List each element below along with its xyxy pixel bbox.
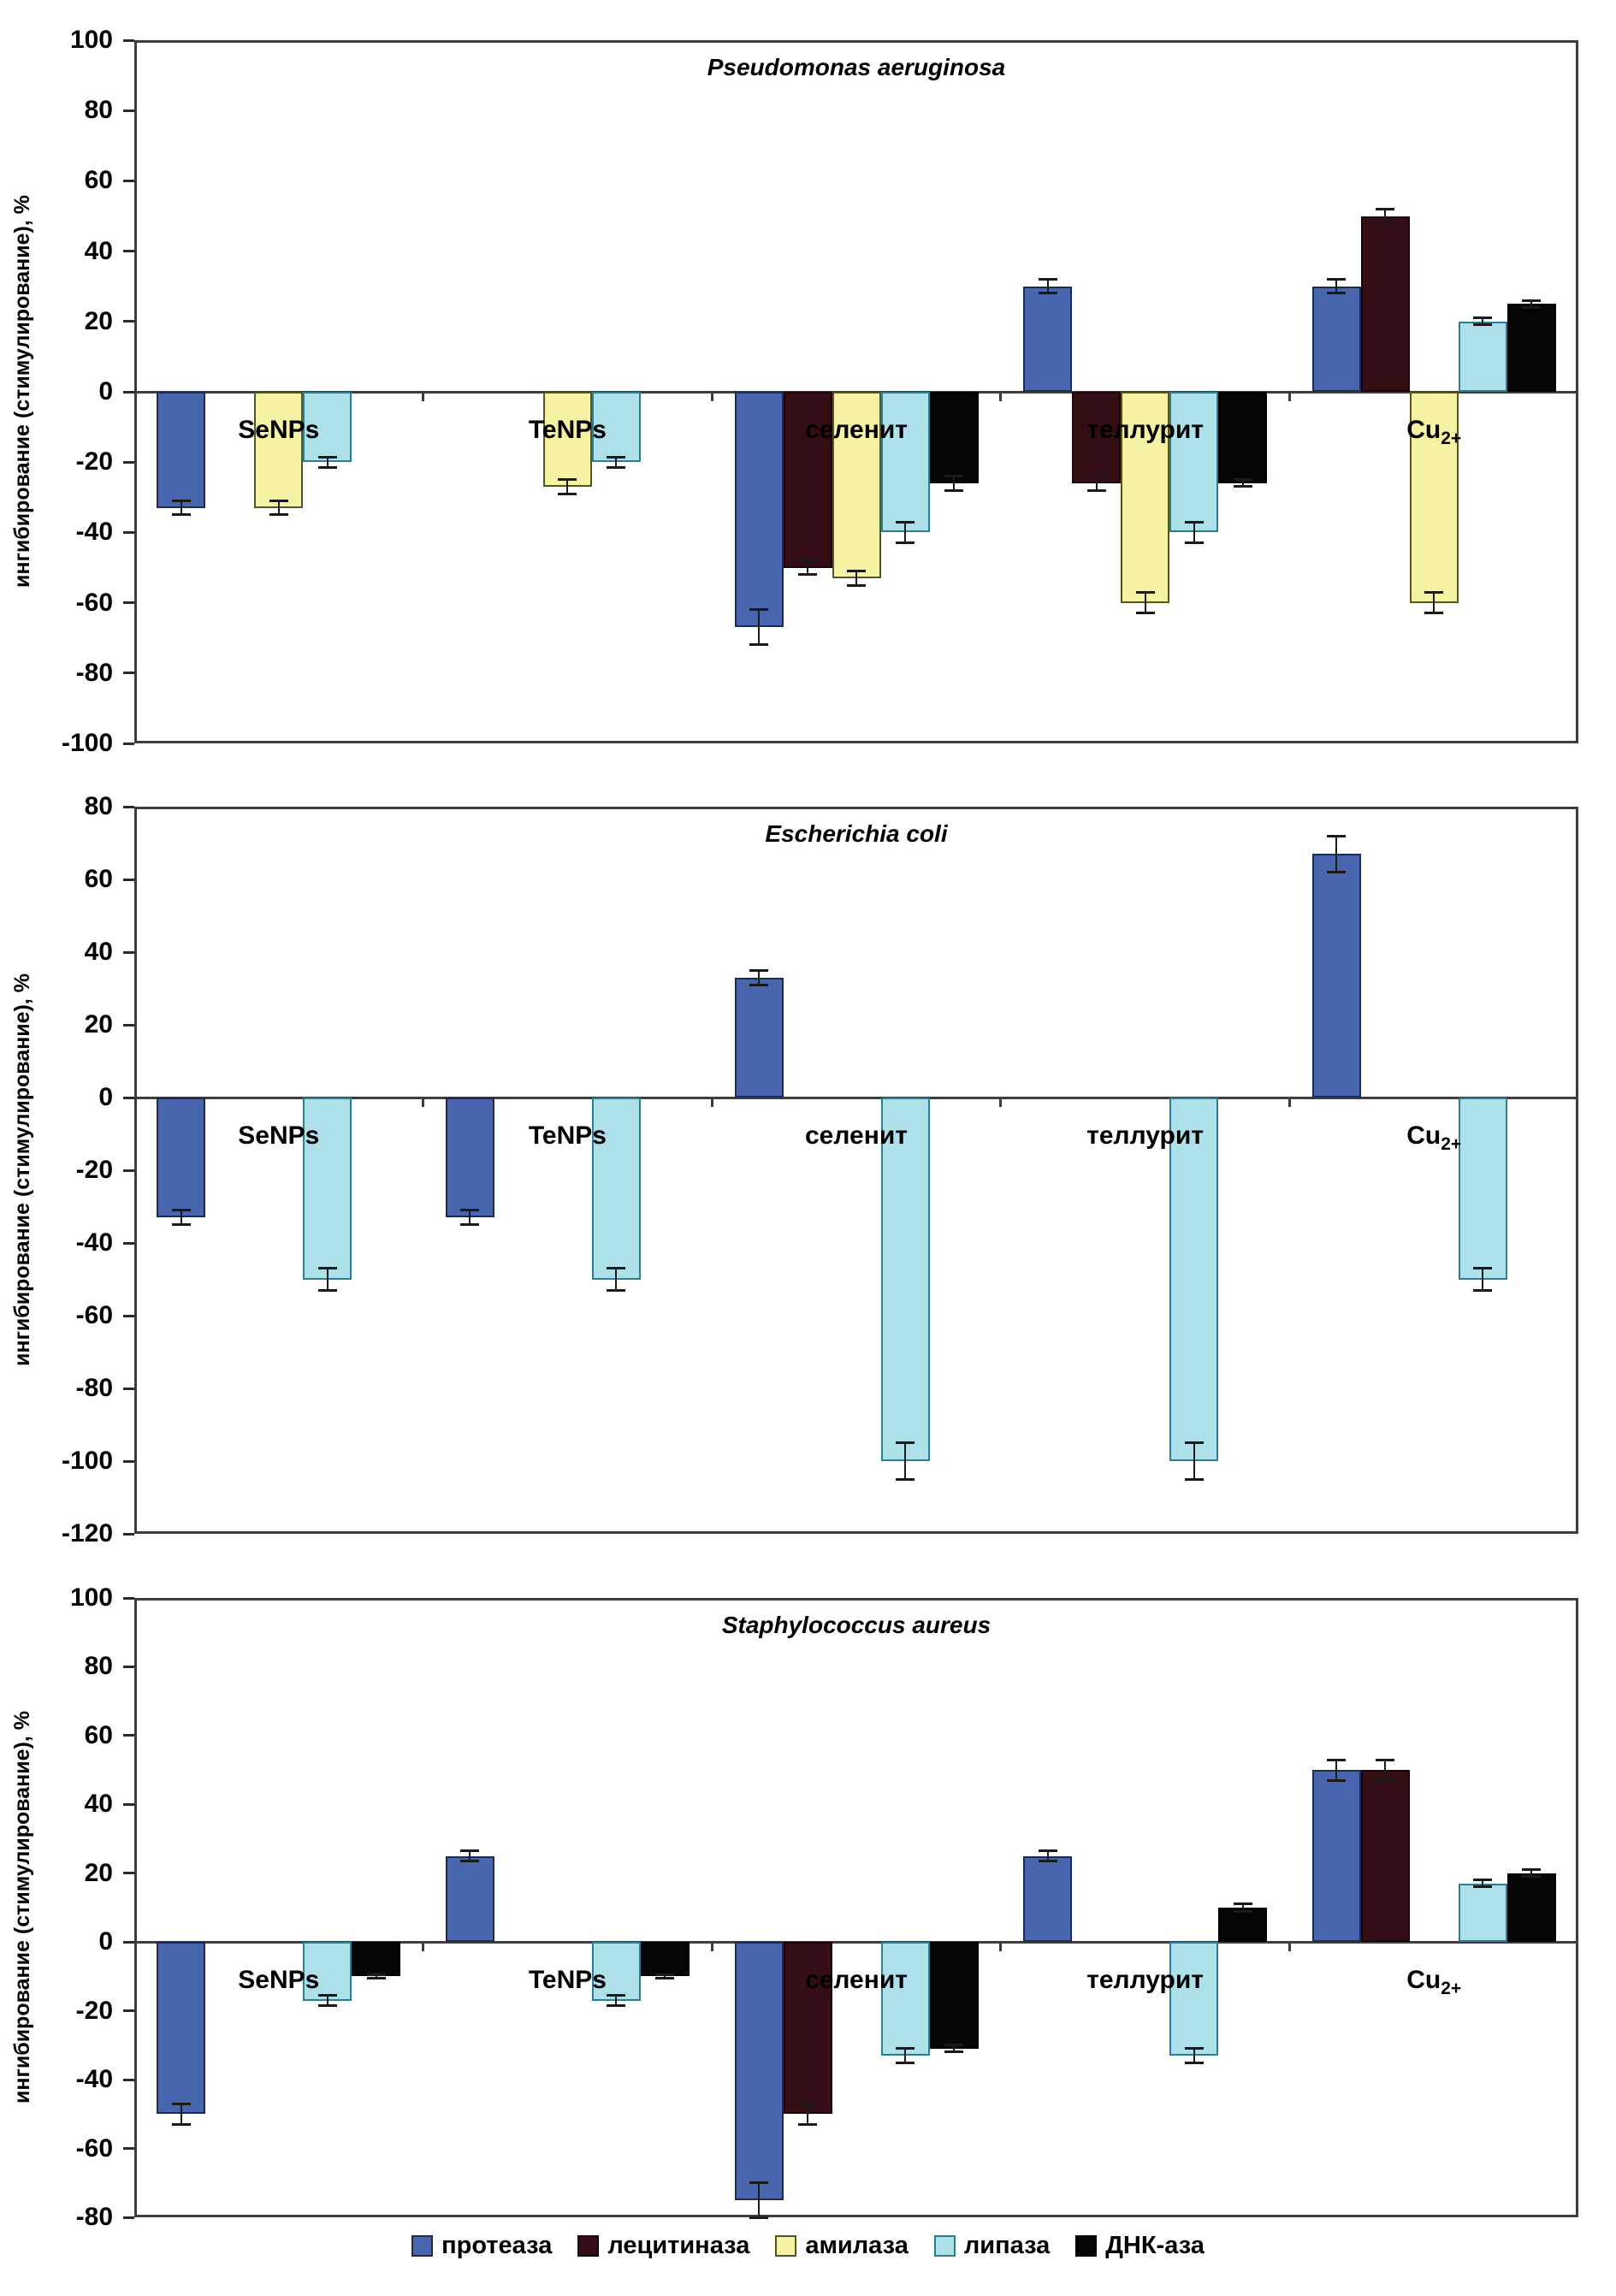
y-axis-tick xyxy=(123,1024,134,1027)
legend-item-ДНК-аза xyxy=(1075,2232,1205,2260)
bar-липаза-теллурит xyxy=(1169,1942,1218,2056)
y-axis-tick xyxy=(123,2079,134,2081)
error-bar-cap xyxy=(607,456,625,459)
x-axis-tick xyxy=(1288,1942,1291,1951)
error-bar-cap xyxy=(1376,222,1394,224)
bar-лецитиназа-Cu2+ xyxy=(1361,1770,1410,1942)
y-axis-tick xyxy=(123,1666,134,1668)
legend-swatch-icon xyxy=(775,2235,796,2257)
error-bar-cap xyxy=(558,493,577,495)
error-bar-cap xyxy=(896,1441,915,1444)
error-bar xyxy=(327,1269,329,1291)
y-tick-label: -60 xyxy=(75,1301,113,1329)
error-bar-cap xyxy=(1136,612,1155,614)
x-axis-tick xyxy=(999,1942,1002,1951)
bar-ДНК-аза-Cu2+ xyxy=(1507,1873,1556,1942)
error-bar-cap xyxy=(1327,871,1346,873)
category-label-SeNPs: SeNPs xyxy=(238,416,320,444)
category-label-SeNPs: SeNPs xyxy=(238,1121,320,1150)
error-bar-cap xyxy=(1234,485,1252,488)
bar-протеаза-селенит xyxy=(735,978,784,1098)
bar-протеаза-Cu2+ xyxy=(1312,854,1361,1098)
error-bar xyxy=(1193,522,1195,543)
legend-label: амилаза xyxy=(805,2231,909,2259)
error-bar xyxy=(758,2183,760,2217)
y-tick-label: 0 xyxy=(98,1927,113,1956)
y-tick-label: -80 xyxy=(75,1374,113,1402)
y-tick-label: 100 xyxy=(69,1583,113,1612)
category-label-теллурит: теллурит xyxy=(1086,1966,1205,1995)
bar-липаза-теллурит xyxy=(1169,392,1218,532)
error-bar-cap xyxy=(172,2103,191,2105)
error-bar xyxy=(758,610,760,645)
y-tick-label: 60 xyxy=(84,1720,113,1749)
y-axis-tick xyxy=(123,2009,134,2012)
category-label-subscript: 2+ xyxy=(1441,429,1462,448)
error-bar-cap xyxy=(1234,478,1252,481)
y-axis-tick xyxy=(123,1388,134,1390)
error-bar-cap xyxy=(896,1478,915,1481)
error-bar-cap xyxy=(944,2044,963,2046)
error-bar-cap xyxy=(1039,1849,1057,1852)
error-bar-cap xyxy=(1473,1885,1492,1888)
y-tick-label: -80 xyxy=(75,658,113,687)
category-label-subscript: 2+ xyxy=(1441,1134,1462,1154)
x-axis-tick xyxy=(422,1942,424,1951)
y-tick-label: 40 xyxy=(84,1790,113,1819)
y-tick-label: 60 xyxy=(84,865,113,893)
error-bar xyxy=(181,2104,182,2124)
x-axis-tick xyxy=(999,1098,1002,1107)
y-tick-label: 20 xyxy=(84,306,113,335)
error-bar-cap xyxy=(749,2181,768,2184)
legend-item-протеаза xyxy=(411,2232,552,2260)
category-label-TeNPs: TeNPs xyxy=(528,1121,607,1150)
y-tick-label: 80 xyxy=(84,792,113,820)
y-axis-tick xyxy=(123,39,134,42)
category-label-теллурит: теллурит xyxy=(1086,1121,1205,1150)
legend-item-липаза xyxy=(934,2232,1050,2260)
error-bar xyxy=(469,1210,471,1225)
error-bar-cap xyxy=(749,643,768,646)
category-label-теллурит: теллурит xyxy=(1086,416,1205,444)
y-axis-tick xyxy=(123,391,134,394)
y-tick-label: 60 xyxy=(84,166,113,195)
y-tick-label: -60 xyxy=(75,588,113,617)
y-axis-tick xyxy=(123,1460,134,1463)
x-axis-tick xyxy=(711,1942,713,1951)
y-axis-tick xyxy=(123,1315,134,1317)
error-bar-cap xyxy=(460,1223,479,1226)
bar-липаза-селенит xyxy=(881,1942,930,2056)
error-bar xyxy=(1335,836,1337,873)
error-bar-cap xyxy=(944,489,963,492)
error-bar-cap xyxy=(1087,489,1106,492)
y-tick-label: -60 xyxy=(75,2133,113,2163)
y-axis-tick xyxy=(123,1097,134,1099)
error-bar-cap xyxy=(172,2123,191,2126)
error-bar-cap xyxy=(460,1209,479,1211)
y-axis-tick xyxy=(123,1941,134,1944)
category-label-селенит: селенит xyxy=(804,1121,908,1150)
error-bar xyxy=(1384,1760,1386,1780)
x-axis-tick xyxy=(999,392,1002,401)
bar-ДНК-аза-Cu2+ xyxy=(1507,304,1556,392)
chart-title: Staphylococcus aureus xyxy=(721,1612,992,1638)
error-bar-cap xyxy=(1185,2047,1204,2050)
error-bar-cap xyxy=(1376,1779,1394,1782)
error-bar-cap xyxy=(1087,475,1106,477)
error-bar-cap xyxy=(558,478,577,481)
bar-липаза-селенит xyxy=(881,1098,930,1461)
y-tick-label: -80 xyxy=(75,2203,113,2231)
error-bar-cap xyxy=(798,2123,817,2126)
y-axis-title: ингибирование (стимулирование), % xyxy=(10,195,34,589)
error-bar-cap xyxy=(944,2050,963,2053)
error-bar-cap xyxy=(1473,317,1492,319)
error-bar-cap xyxy=(1327,1779,1346,1782)
error-bar-cap xyxy=(1185,1478,1204,1481)
y-tick-label: 20 xyxy=(84,1858,113,1887)
y-axis-tick xyxy=(123,1872,134,1874)
error-bar-cap xyxy=(1473,323,1492,326)
error-bar-cap xyxy=(269,500,288,502)
error-bar-cap xyxy=(1522,306,1541,309)
y-tick-label: 40 xyxy=(84,236,113,265)
error-bar xyxy=(1335,1760,1337,1780)
y-axis-tick xyxy=(123,1734,134,1737)
y-tick-label: -40 xyxy=(75,1228,113,1257)
error-bar-cap xyxy=(1327,1759,1346,1761)
chart-title: Pseudomonas aeruginosa xyxy=(707,54,1006,80)
x-axis-tick xyxy=(1288,392,1291,401)
chart-title: Escherichia coli xyxy=(765,820,948,847)
category-label-TeNPs: TeNPs xyxy=(528,1966,607,1995)
y-tick-label: 0 xyxy=(98,377,113,405)
y-axis-tick xyxy=(123,461,134,464)
error-bar-cap xyxy=(607,1267,625,1269)
y-axis-tick xyxy=(123,672,134,674)
error-bar-cap xyxy=(1473,1267,1492,1269)
error-bar-cap xyxy=(318,456,337,459)
y-tick-label: -20 xyxy=(75,1156,113,1184)
error-bar-cap xyxy=(896,2047,915,2050)
error-bar xyxy=(181,1210,182,1225)
bar-протеаза-Cu2+ xyxy=(1312,1770,1361,1942)
y-tick-label: -120 xyxy=(61,1519,113,1547)
error-bar xyxy=(1433,592,1435,613)
legend-label: лецитиназа xyxy=(607,2231,750,2259)
legend-swatch-icon xyxy=(1075,2235,1097,2257)
bar-протеаза-SeNPs xyxy=(157,1098,205,1217)
error-bar-cap xyxy=(1473,1879,1492,1881)
error-bar-cap xyxy=(460,1860,479,1862)
y-axis-tick xyxy=(123,879,134,881)
error-bar-cap xyxy=(607,1289,625,1292)
error-bar-cap xyxy=(1327,278,1346,281)
error-bar-cap xyxy=(749,969,768,972)
bar-лецитиназа-Cu2+ xyxy=(1361,216,1410,393)
y-axis-tick xyxy=(123,1533,134,1536)
y-axis-tick xyxy=(123,180,134,182)
y-tick-label: 40 xyxy=(84,938,113,966)
x-axis-tick xyxy=(711,1098,713,1107)
error-bar-cap xyxy=(1376,1759,1394,1761)
error-bar xyxy=(1145,592,1146,613)
error-bar-cap xyxy=(847,584,866,587)
category-label-TeNPs: TeNPs xyxy=(528,416,607,444)
y-axis-tick xyxy=(123,1803,134,1806)
error-bar-cap xyxy=(172,1223,191,1226)
error-bar xyxy=(904,522,906,543)
y-axis-tick xyxy=(123,531,134,534)
error-bar-cap xyxy=(944,475,963,477)
error-bar xyxy=(1193,1443,1195,1480)
error-bar-cap xyxy=(798,2103,817,2105)
category-label-Cu2+: $Cu_{2+}$ xyxy=(1406,1121,1462,1154)
bar-протеаза-TeNPs xyxy=(446,1098,494,1217)
error-bar-cap xyxy=(847,570,866,572)
error-bar-cap xyxy=(1327,835,1346,837)
error-bar-cap xyxy=(1522,1875,1541,1878)
legend-label: протеаза xyxy=(441,2231,553,2259)
y-axis-tick xyxy=(123,601,134,604)
error-bar-cap xyxy=(1234,1910,1252,1913)
y-axis-tick xyxy=(123,1597,134,1600)
bar-липаза-Cu2+ xyxy=(1459,322,1507,392)
legend-swatch-icon xyxy=(577,2235,599,2257)
y-axis-title: ингибирование (стимулирование), % xyxy=(10,1711,34,2104)
bar-протеаза-SeNPs xyxy=(157,392,205,508)
y-tick-label: 0 xyxy=(98,1083,113,1111)
error-bar-cap xyxy=(749,608,768,611)
y-axis-tick xyxy=(123,2147,134,2150)
y-tick-label: -100 xyxy=(61,729,113,757)
error-bar-cap xyxy=(1424,591,1443,594)
error-bar-cap xyxy=(1136,591,1155,594)
error-bar-cap xyxy=(1522,299,1541,302)
legend-item-амилаза xyxy=(775,2232,908,2260)
y-tick-label: 80 xyxy=(84,96,113,125)
error-bar-cap xyxy=(1185,1441,1204,1444)
bar-протеаза-TeNPs xyxy=(446,1856,494,1943)
y-tick-label: 20 xyxy=(84,1010,113,1039)
y-tick-label: -100 xyxy=(61,1447,113,1475)
legend-label: липаза xyxy=(963,2231,1051,2259)
y-axis-tick xyxy=(123,320,134,323)
error-bar-cap xyxy=(1327,292,1346,294)
error-bar-cap xyxy=(318,1267,337,1269)
error-bar-cap xyxy=(1185,2062,1204,2064)
x-axis-tick xyxy=(422,392,424,401)
error-bar xyxy=(1482,1269,1483,1291)
category-label-Cu2+: $Cu_{2+}$ xyxy=(1406,416,1462,448)
error-bar-cap xyxy=(460,1849,479,1852)
error-bar-cap xyxy=(1376,208,1394,210)
y-tick-label: -20 xyxy=(75,447,113,476)
error-bar-cap xyxy=(1424,612,1443,614)
y-axis-tick xyxy=(123,1169,134,1172)
bar-ДНК-аза-теллурит xyxy=(1218,1908,1267,1942)
legend-label: ДНК-аза xyxy=(1105,2231,1205,2259)
y-tick-label: 100 xyxy=(69,26,113,54)
error-bar-cap xyxy=(749,2216,768,2219)
error-bar-cap xyxy=(607,466,625,469)
bar-протеаза-Cu2+ xyxy=(1312,287,1361,392)
x-axis-tick xyxy=(422,1098,424,1107)
y-axis-tick xyxy=(123,951,134,954)
error-bar-cap xyxy=(1522,1868,1541,1871)
y-axis-title: ингибирование (стимулирование), % xyxy=(10,973,34,1367)
error-bar-cap xyxy=(1185,541,1204,544)
category-label-subscript: 2+ xyxy=(1441,1979,1462,1999)
bar-амилаза-SeNPs xyxy=(254,392,303,508)
bar-протеаза-теллурит xyxy=(1023,1856,1072,1943)
error-bar-cap xyxy=(172,513,191,516)
x-axis-tick xyxy=(1288,1098,1291,1107)
error-bar-cap xyxy=(318,2004,337,2007)
category-label-SeNPs: SeNPs xyxy=(238,1966,320,1995)
y-tick-label: -20 xyxy=(75,1996,113,2025)
error-bar-cap xyxy=(1039,292,1057,294)
error-bar xyxy=(758,970,760,985)
legend xyxy=(0,2228,1616,2263)
error-bar-cap xyxy=(1039,278,1057,281)
error-bar-cap xyxy=(172,500,191,502)
error-bar-cap xyxy=(1473,1289,1492,1292)
error-bar xyxy=(904,1443,906,1480)
bar-липаза-Cu2+ xyxy=(1459,1884,1507,1942)
bar-липаза-теллурит xyxy=(1169,1098,1218,1461)
y-axis-tick xyxy=(123,250,134,252)
legend-swatch-icon xyxy=(411,2235,433,2257)
legend-item-лецитиназа xyxy=(577,2232,749,2260)
error-bar-cap xyxy=(749,984,768,986)
category-label-селенит: селенит xyxy=(804,1966,908,1995)
y-axis-tick xyxy=(123,743,134,745)
category-label-селенит: селенит xyxy=(804,416,908,444)
y-axis-tick xyxy=(123,1242,134,1245)
error-bar xyxy=(807,2104,808,2124)
error-bar-cap xyxy=(318,466,337,469)
error-bar-cap xyxy=(318,1289,337,1292)
bar-липаза-селенит xyxy=(881,392,930,532)
error-bar-cap xyxy=(896,2062,915,2064)
error-bar-cap xyxy=(1185,521,1204,524)
error-bar-cap xyxy=(1234,1902,1252,1905)
error-bar-cap xyxy=(1039,1860,1057,1862)
error-bar-cap xyxy=(896,521,915,524)
x-axis-tick xyxy=(711,392,713,401)
bar-протеаза-теллурит xyxy=(1023,287,1072,392)
error-bar-cap xyxy=(172,1209,191,1211)
y-tick-label: -40 xyxy=(75,518,113,547)
error-bar-cap xyxy=(798,573,817,576)
error-bar-cap xyxy=(607,2004,625,2007)
y-axis-tick xyxy=(123,2216,134,2219)
error-bar xyxy=(615,1269,617,1291)
legend-swatch-icon xyxy=(934,2235,956,2257)
bar-ДНК-аза-селенит xyxy=(930,1942,979,2049)
error-bar-cap xyxy=(269,513,288,516)
error-bar-cap xyxy=(798,559,817,562)
y-tick-label: 80 xyxy=(84,1652,113,1681)
y-axis-tick xyxy=(123,806,134,808)
y-axis-tick xyxy=(123,109,134,112)
category-label-Cu2+: $Cu_{2+}$ xyxy=(1406,1966,1462,1999)
y-tick-label: -40 xyxy=(75,2065,113,2094)
error-bar-cap xyxy=(896,541,915,544)
